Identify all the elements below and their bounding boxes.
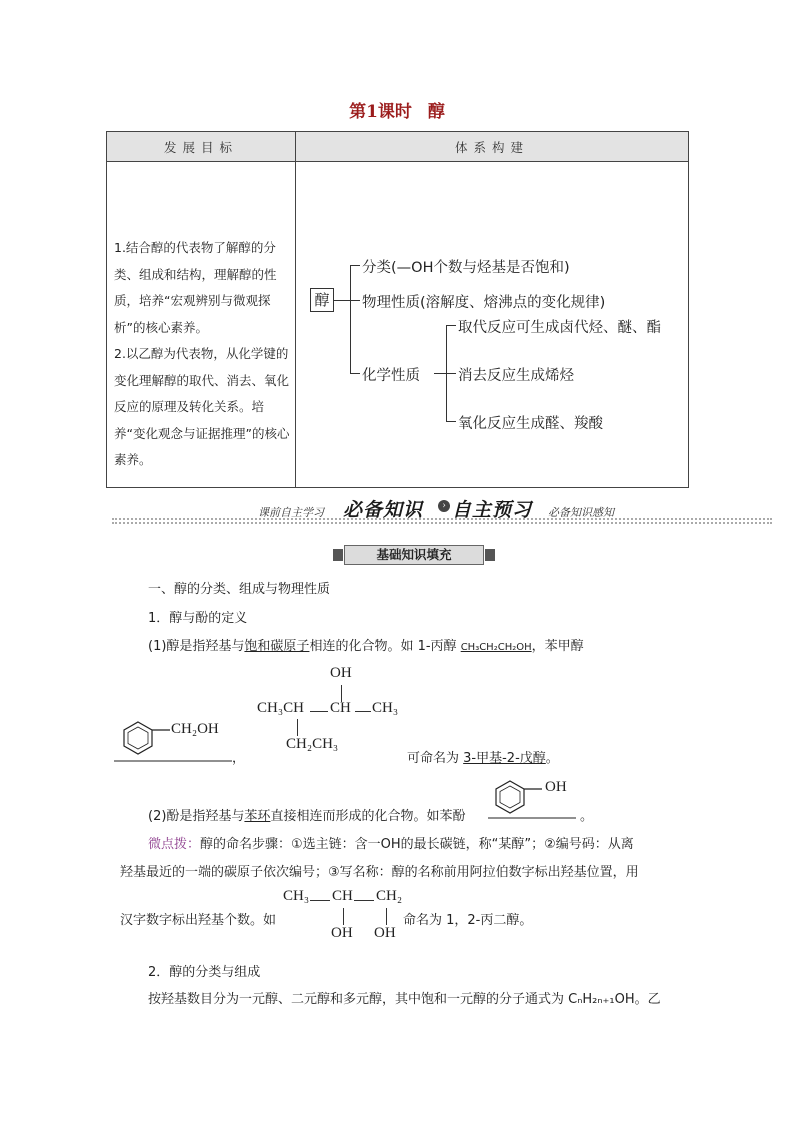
banner-left-label: 课前自主学习 — [258, 506, 324, 519]
paragraph-phenol-def: (2)酚是指羟基与苯环直接相连而形成的化合物。如苯酚 — [148, 809, 466, 824]
tip-line-2: 羟基最近的一端的碳原子依次编号；③写名称：醇的名称前用阿拉伯数字标出羟基位置，用 — [120, 865, 639, 880]
goals-cell — [107, 162, 296, 488]
page-title — [0, 97, 794, 122]
concept-root: 醇 — [310, 288, 334, 312]
paragraph-alcohol-def: (1)醇是指羟基与饱和碳原子相连的化合物。如 1-丙醇 CH₃CH₂CH₂OH，苯甲醇 — [148, 639, 584, 654]
goals-header: 发展目标 — [107, 132, 296, 162]
diol-c3: CH₂ — [376, 888, 403, 904]
diol-oh-1: OH — [331, 925, 353, 941]
diol-oh-2: OH — [374, 925, 396, 941]
banner-right-label: 必备知识感知 — [548, 506, 614, 519]
pentanol-branch: CH₂CH₃ — [286, 736, 339, 752]
goal-2: 2.以乙醇为代表物，从化学键的变化理解醇的取代、消去、氧化反应的原理及转化关系。培养“变化观念与证据推理”的核心素养。 — [114, 346, 290, 467]
phenol-oh: OH — [545, 779, 567, 795]
benzyl-group: CH₂OH — [171, 721, 219, 737]
tip-line-3: 汉字数字标出羟基个数。如 — [120, 913, 277, 928]
banner-title-1: 必备知识 — [343, 499, 424, 521]
banner-divider — [112, 518, 772, 520]
system-cell — [296, 162, 689, 488]
concept-chemical: 化学性质 — [362, 368, 420, 384]
concept-classification: 分类(—OH个数与烃基是否饱和) — [362, 260, 570, 276]
concept-map — [296, 162, 688, 491]
paragraph-classification: 按羟基数目分为一元醇、二元醇和多元醇，其中饱和一元醇的分子通式为 CₙH₂ₙ₊₁OH。乙 — [148, 992, 661, 1007]
answer-saturated-carbon: 饱和碳原子 — [244, 639, 310, 654]
goal-1: 1.结合醇的代表物了解醇的分类、组成和结构，理解醇的性质，培养“宏观辨别与微观探析”的核心素养。 — [114, 240, 277, 335]
diol-c2: CH — [332, 888, 353, 904]
heading-1-2: 2．醇的分类与组成 — [148, 965, 261, 980]
answer-propanol-formula: CH₃CH₂CH₂OH — [460, 642, 532, 653]
lesson-topic: 醇 — [427, 102, 445, 122]
banner-title-2: 自主预习 — [452, 499, 533, 521]
reaction-oxidation: 氧化反应生成醛、羧酸 — [458, 416, 603, 432]
lesson-number: 第1课时 — [349, 102, 412, 122]
pentanol-left: CH₃CH — [257, 700, 304, 716]
pentanol-mid: CH — [330, 700, 351, 716]
heading-1: 一、醇的分类、组成与物理性质 — [148, 582, 331, 597]
banner-divider-2 — [112, 522, 772, 524]
answer-methylpentanol: 3-甲基-2-戊醇 — [463, 751, 546, 766]
concept-physical: 物理性质(溶解度、熔沸点的变化规律) — [362, 295, 606, 311]
tip-label: 微点拨： — [148, 837, 201, 852]
banner-arrow-icon: › — [438, 500, 450, 512]
period-phenol: 。 — [580, 809, 594, 824]
naming-example: 可命名为 3-甲基-2-戊醇。 — [407, 751, 559, 766]
section-chip: 基础知识填充 — [344, 545, 484, 565]
heading-1-1: 1．醇与酚的定义 — [148, 611, 248, 626]
pentanol-oh: OH — [330, 665, 352, 681]
tip-line-1: 微点拨：醇的命名步骤：①选主链：含一OH的最长碳链，称“某醇”；②编号码：从离 — [148, 837, 634, 852]
reaction-elimination: 消去反应生成烯烃 — [458, 368, 574, 384]
goals-table — [106, 131, 689, 488]
comma: ， — [232, 751, 246, 766]
pentanol-right: CH₃ — [372, 700, 399, 716]
system-header: 体系构建 — [296, 132, 689, 162]
reaction-substitution: 取代反应可生成卤代烃、醚、酯 — [458, 320, 661, 336]
diol-name: 命名为 1，2-丙二醇。 — [403, 913, 533, 928]
answer-benzene-ring: 苯环 — [244, 809, 271, 824]
diol-c1: CH₃ — [283, 888, 310, 904]
